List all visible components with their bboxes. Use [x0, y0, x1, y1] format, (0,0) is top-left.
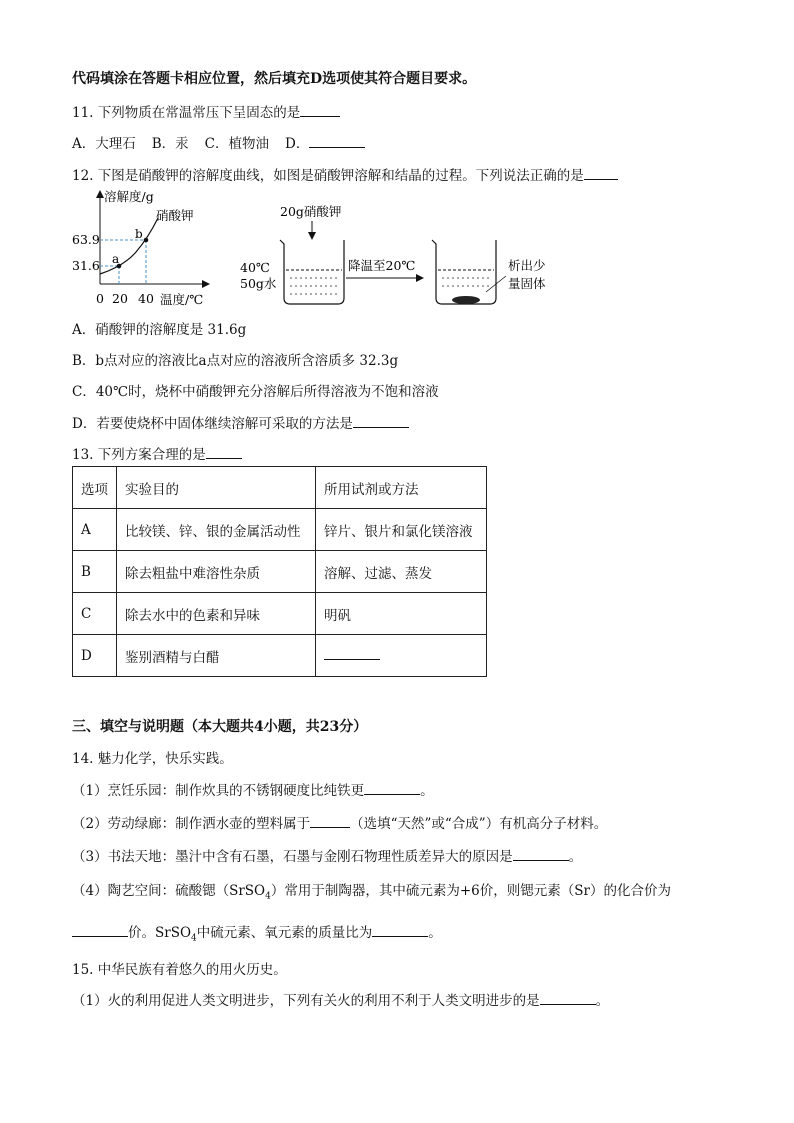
question-11-text: 11. 下列物质在常温常压下呈固态的是 — [72, 105, 301, 121]
table-row — [73, 551, 487, 593]
y-tick-63.9: 63.9 — [72, 232, 100, 247]
q12-option-c: C．40℃时，烧杯中硝酸钾充分溶解后所得溶液为不饱和溶液 — [72, 384, 439, 400]
q12-option-d-text: D．若要使烧杯中固体继续溶解可采取的方法是 — [72, 416, 353, 432]
table-cell: C — [73, 593, 117, 635]
answer-blank[interactable] — [540, 992, 596, 1005]
header-cell: 实验目的 — [117, 467, 316, 509]
q14-part-3-text: （3）书法天地：墨汁中含有石墨，石墨与金刚石物理性质差异大的原因是 — [72, 849, 513, 865]
result-label-line1: 析出少 — [508, 258, 546, 273]
table-cell-blank — [316, 635, 487, 677]
point-b — [144, 238, 149, 243]
header-cell: 所用试剂或方法 — [316, 467, 487, 509]
subscript: 4 — [191, 933, 197, 944]
table-cell: 除去水中的色素和异味 — [117, 593, 316, 635]
answer-blank[interactable] — [206, 446, 242, 459]
table-row — [73, 593, 487, 635]
answer-blank[interactable] — [353, 415, 409, 428]
period: 。 — [420, 783, 434, 799]
table-cell: 鉴别酒精与白醋 — [117, 635, 316, 677]
subscript: 4 — [265, 891, 271, 902]
instruction-text: 代码填涂在答题卡相应位置，然后填充D选项使其符合题目要求。 — [72, 71, 477, 87]
table-cell: 溶解、过滤、蒸发 — [316, 551, 487, 593]
period: 。 — [568, 849, 583, 865]
question-14-part-3 — [72, 845, 582, 865]
table-cell: 比较镁、锌、银的金属活动性 — [117, 509, 316, 551]
x-tick-20: 20 — [112, 291, 128, 306]
curve-label: 硝酸钾 — [156, 208, 194, 223]
q15-part-1-text: （1）火的利用促进人类文明进步，下列有关火的利用不利于人类文明进步的是 — [72, 993, 540, 1009]
q14-part-4-text-c: 价。SrSO — [128, 925, 192, 941]
answer-blank[interactable] — [513, 848, 569, 861]
x-tick-40: 40 — [138, 291, 154, 306]
table-cell: B — [73, 551, 117, 593]
condition-temperature: 40℃ — [240, 260, 270, 275]
option-a: A．大理石 — [72, 136, 136, 152]
answer-blank[interactable] — [324, 647, 380, 660]
q14-part-4-text-b: ）常用于制陶器，其中硫元素为+6价，则锶元素（Sr）的化合价为 — [270, 883, 671, 899]
options-table — [72, 466, 487, 677]
option-c: C．植物油 — [204, 136, 270, 152]
condition-water: 50g水 — [240, 276, 277, 291]
point-b-label: b — [135, 227, 143, 241]
q12-option-d — [72, 412, 409, 432]
header-cell: 选项 — [73, 467, 117, 509]
question-12-stem — [72, 164, 618, 184]
answer-blank[interactable] — [584, 167, 618, 180]
result-label-line2: 量固体 — [508, 276, 546, 291]
table-header-row — [73, 467, 487, 509]
point-a-label: a — [112, 252, 120, 266]
crystallization-diagram — [236, 196, 566, 308]
q14-part-4-text-d: 中硫元素、氧元素的质量比为 — [196, 925, 373, 941]
q14-part-1-text: （1）烹饪乐园：制作炊具的不锈钢硬度比纯铁更 — [72, 783, 365, 799]
table-cell: 明矾 — [316, 593, 487, 635]
table-row — [73, 509, 487, 551]
question-12-text: 12. 下图是硝酸钾的溶解度曲线，如图是硝酸钾溶解和结晶的过程。下列说法正确的是 — [72, 168, 584, 184]
answer-blank[interactable] — [372, 924, 428, 937]
section-heading: 三、填空与说明题（本大题共4小题，共23分） — [72, 719, 368, 735]
precipitated-crystals — [452, 296, 480, 304]
question-15-stem: 15. 中华民族有着悠久的用火历史。 — [72, 962, 287, 978]
x-axis-label: 温度/℃ — [160, 292, 204, 307]
question-14-part-1 — [72, 779, 434, 799]
answer-blank[interactable] — [309, 135, 365, 148]
table-row — [73, 635, 487, 677]
table-cell: D — [73, 635, 117, 677]
table-cell: 锌片、银片和氯化镁溶液 — [316, 509, 487, 551]
question-13-text: 13. 下列方案合理的是 — [72, 447, 206, 463]
q14-part-4-text-a: （4）陶艺空间：硫酸锶（SrSO — [72, 883, 266, 899]
q12-option-b: B．b点对应的溶液比a点对应的溶液所含溶质多 32.3g — [72, 353, 399, 369]
solubility-curve — [100, 218, 158, 274]
y-axis-label: 溶解度/g — [104, 189, 154, 204]
question-14-part-4-continued — [72, 921, 442, 944]
table-cell: A — [73, 509, 117, 551]
option-b: B．汞 — [151, 136, 189, 152]
question-15-part-1 — [72, 989, 609, 1009]
solubility-chart — [66, 188, 216, 310]
period: 。 — [595, 993, 610, 1009]
answer-blank[interactable] — [364, 782, 420, 795]
beaker-2 — [432, 240, 496, 304]
question-11-options — [72, 132, 365, 152]
period: 。 — [428, 925, 442, 941]
q14-part-2-text-b: （选填“天然”或“合成”）有机高分子材料。 — [350, 816, 608, 832]
process-arrow-label: 降温至20℃ — [348, 258, 416, 273]
table-cell: 除去粗盐中难溶性杂质 — [117, 551, 316, 593]
y-tick-31.6: 31.6 — [72, 258, 100, 273]
q12-option-a: A．硝酸钾的溶解度是 31.6g — [72, 322, 247, 338]
option-d: D． — [285, 136, 310, 152]
added-solute-label: 20g硝酸钾 — [280, 204, 342, 219]
answer-blank[interactable] — [310, 815, 350, 828]
q14-part-2-text-a: （2）劳动绿廊：制作洒水壶的塑料属于 — [72, 816, 311, 832]
question-14-stem: 14. 魅力化学，快乐实践。 — [72, 751, 233, 767]
question-13-stem — [72, 443, 242, 463]
answer-blank[interactable] — [72, 924, 128, 937]
question-14-part-4 — [72, 879, 671, 902]
answer-blank[interactable] — [300, 104, 340, 117]
question-14-part-2 — [72, 812, 607, 832]
question-11-stem — [72, 101, 340, 121]
x-tick-0: 0 — [96, 291, 104, 306]
